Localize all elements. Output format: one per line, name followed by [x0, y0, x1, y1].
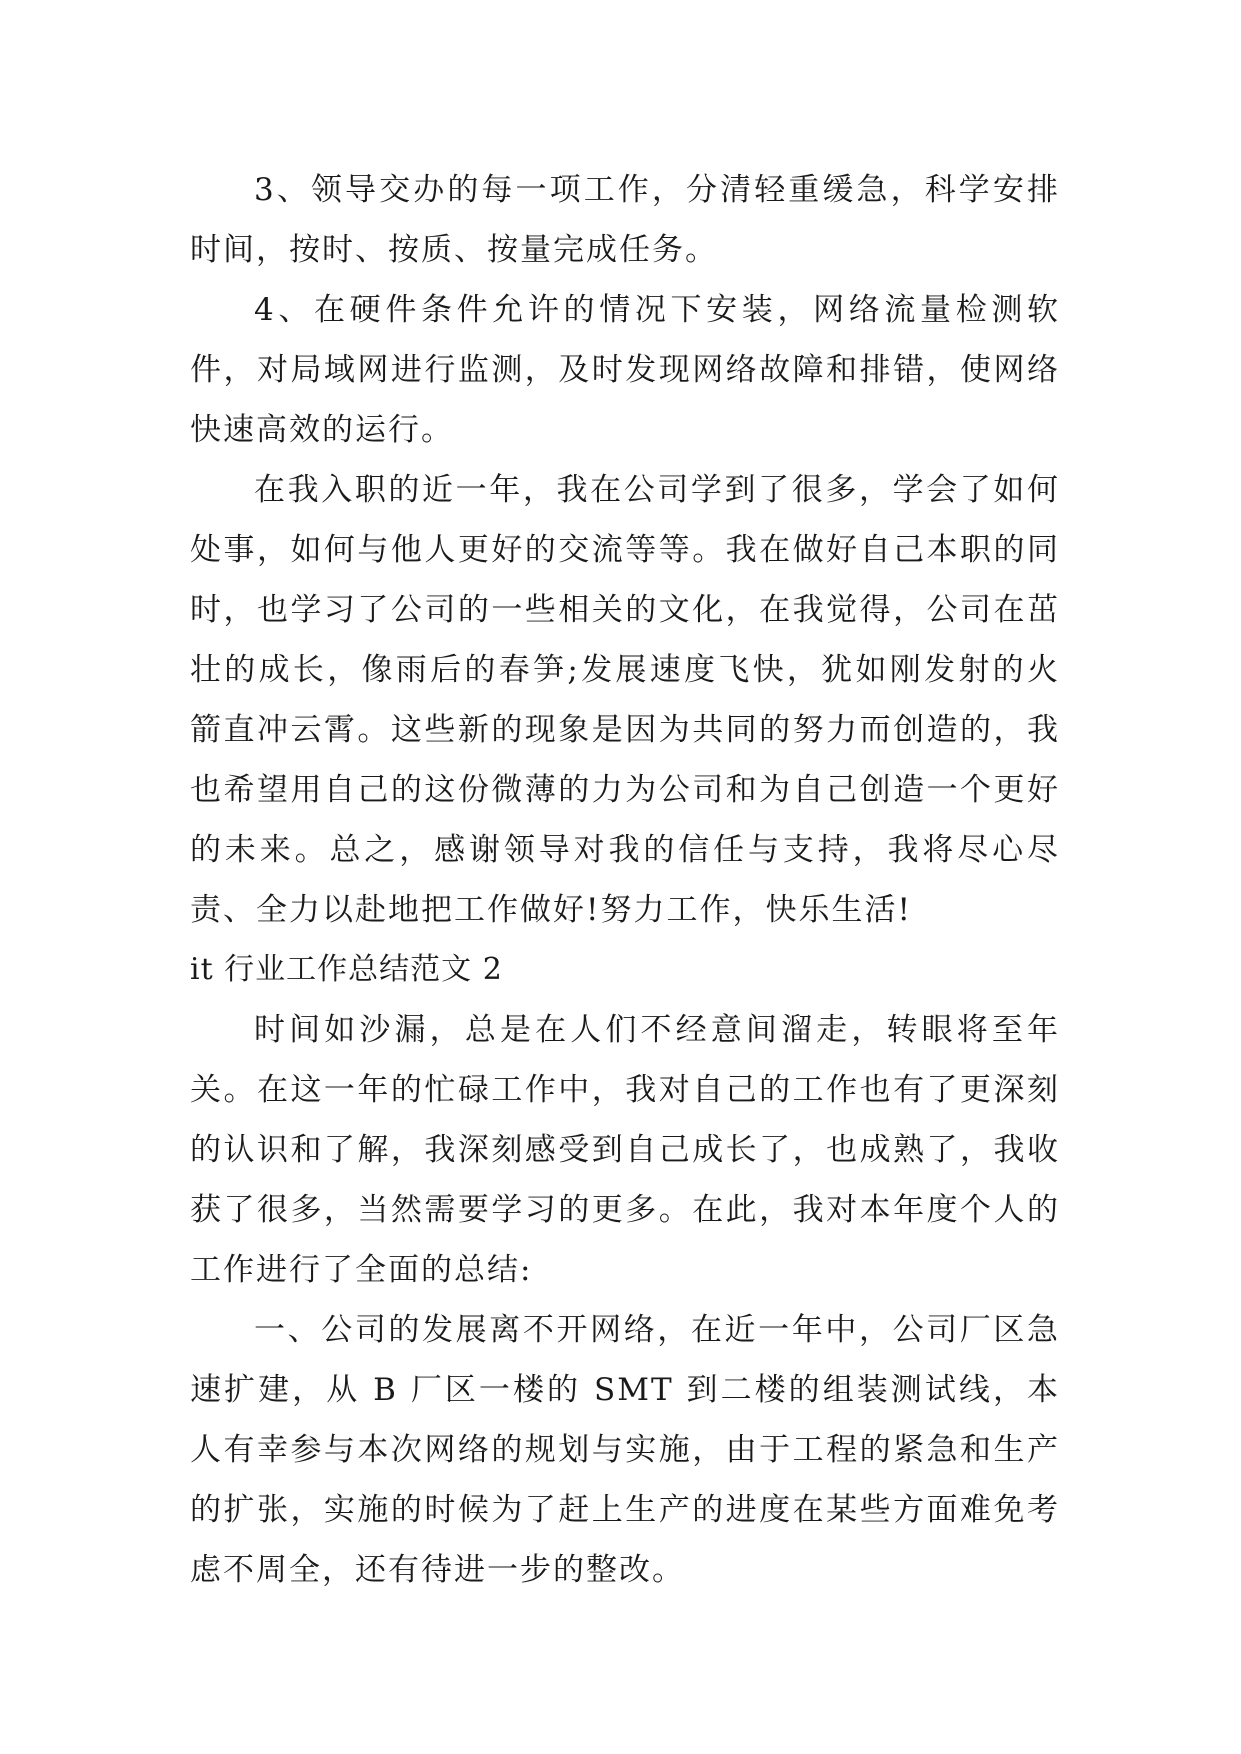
paragraph-item-3: 3、领导交办的每一项工作，分清轻重缓急，科学安排时间，按时、按质、按量完成任务。 [190, 172, 1060, 268]
paragraph-intro: 时间如沙漏，总是在人们不经意间溜走，转眼将至年关。在这一年的忙碌工作中，我对自己的工作也有了更深刻的认识和了解，我深刻感受到自己成长了，也成熟了，我收获了很多，当然需要学习的更多。在此，我对本年度个人的工作进行了全面的总结: [190, 1012, 1060, 1288]
document-body [190, 160, 1060, 1600]
section-title: it 行业工作总结范文 2 [190, 952, 503, 987]
paragraph-item-4: 4、在硬件条件允许的情况下安装，网络流量检测软件，对局域网进行监测，及时发现网络故障和排错，使网络快速高效的运行。 [190, 292, 1060, 448]
paragraph-point-one: 一、公司的发展离不开网络，在近一年中，公司厂区急速扩建，从 B 厂区一楼的 SMT 到二楼的组装测试线，本人有幸参与本次网络的规划与实施，由于工程的紧急和生产的扩张，实施的时候为了赶上生产的进度在某些方面难免考虑不周全，还有待进一步的整改。 [190, 1312, 1060, 1588]
paragraph-reflection: 在我入职的近一年，我在公司学到了很多，学会了如何处事，如何与他人更好的交流等等。我在做好自己本职的同时，也学习了公司的一些相关的文化，在我觉得，公司在茁壮的成长，像雨后的春笋;发展速度飞快，犹如刚发射的火箭直冲云霄。这些新的现象是因为共同的努力而创造的，我也希望用自己的这份微薄的力为公司和为自己创造一个更好的未来。总之，感谢领导对我的信任与支持，我将尽心尽责、全力以赴地把工作做好!努力工作，快乐生活! [190, 472, 1060, 928]
